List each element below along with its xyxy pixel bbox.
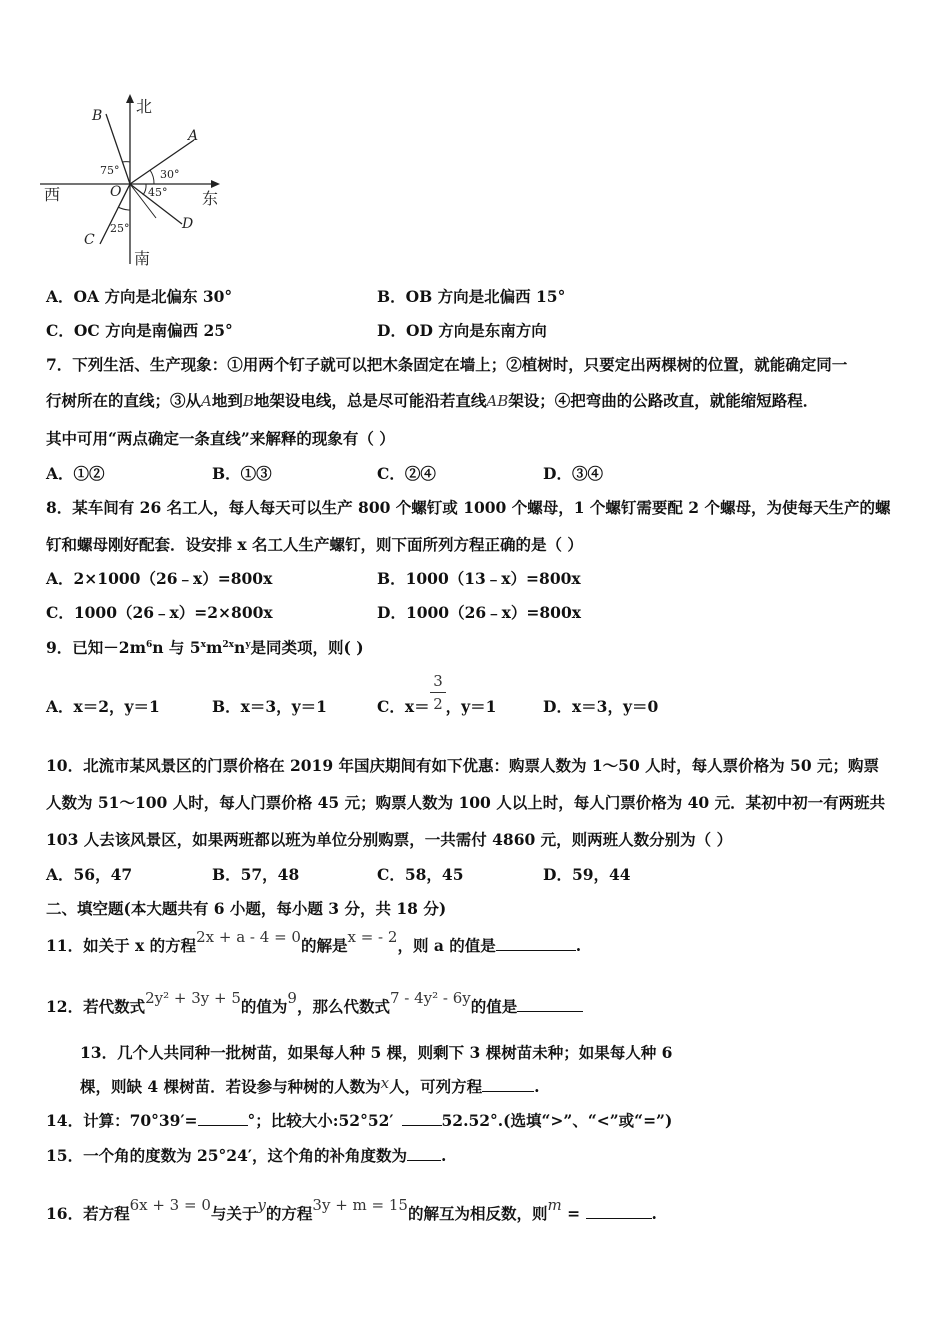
q9-option-d: D．x＝3，y＝0 xyxy=(543,697,659,716)
q14: 14．计算：70°39′= °；比较大小:52°52′ 52.52°.(选填“>”、“<”或“=”) xyxy=(46,1111,673,1130)
q15-answer-blank[interactable] xyxy=(407,1145,441,1161)
q6-option-d: D．OD 方向是东南方向 xyxy=(377,321,547,340)
angle-30-label: 30° xyxy=(160,168,180,181)
point-d-label: D xyxy=(182,216,194,232)
q12-expression-1: 2y² + 3y + 5 xyxy=(145,989,241,1007)
q16-answer-blank[interactable] xyxy=(586,1203,652,1219)
q10-option-a: A．56，47 xyxy=(46,865,133,884)
q10-line-3: 103 人去该风景区，如果两班都以班为单位分别购票，一共需付 4860 元，则两班人数分别为（ ） xyxy=(46,830,733,849)
fraction-numerator: 3 xyxy=(433,672,443,690)
q8-line-2: 钉和螺母刚好配套．设安排 x 名工人生产螺钉，则下面所列方程正确的是（ ） xyxy=(46,535,583,554)
q6-option-b: B．OB 方向是北偏西 15° xyxy=(377,287,566,306)
q8-option-c: C．1000（26﹣x）=2×800x xyxy=(46,603,273,622)
point-a-label: A xyxy=(188,128,199,144)
q16-equation-1: 6x + 3 = 0 xyxy=(129,1196,211,1214)
q8-option-a: A．2×1000（26﹣x）=800x xyxy=(46,569,273,588)
point-b-label: B xyxy=(92,108,103,124)
q12-value: 9 xyxy=(287,989,297,1007)
q8-line-1: 8．某车间有 26 名工人，每人每天可以生产 800 个螺钉或 1000 个螺母，1 个螺钉需要配 2 个螺母，为使每天生产的螺 xyxy=(46,498,891,517)
q7-option-a: A．①② xyxy=(46,464,105,483)
q15: 15．一个角的度数为 25°24′，这个角的补角度数为 . xyxy=(46,1146,447,1165)
section-2-heading: 二、填空题(本大题共有 6 小题，每小题 3 分，共 18 分) xyxy=(46,899,447,918)
q7-line-2: 行树所在的直线；③从A地到B地架设电线，总是尽可能沿若直线AB架设；④把弯曲的公路改直，就能缩短路程． xyxy=(46,391,819,410)
q8-option-b: B．1000（13﹣x）=800x xyxy=(377,569,581,588)
q10-line-1: 10．北流市某风景区的门票价格在 2019 年国庆期间有如下优惠：购票人数为 1～50 人时，每人票价格为 50 元；购票 xyxy=(46,756,880,775)
q16-equation-2: 3y + m = 15 xyxy=(312,1196,408,1214)
q14-answer-blank-1[interactable] xyxy=(198,1110,248,1126)
compass-diagram xyxy=(38,92,278,272)
point-o-label: O xyxy=(110,184,122,200)
q16: 16．若方程6x + 3 = 0与关于y的方程3y + m = 15的解互为相反数，则m = . xyxy=(46,1196,657,1223)
angle-75-label: 75° xyxy=(100,164,120,177)
east-arrow-icon xyxy=(211,180,220,188)
q11-solution: x = - 2 xyxy=(347,928,398,946)
north-arrow-icon xyxy=(126,94,134,103)
q7-line-1: 7．下列生活、生产现象：①用两个钉子就可以把木条固定在墙上；②植树时，只要定出两棵树的位置，就能确定同一 xyxy=(46,355,848,374)
q12-answer-blank[interactable] xyxy=(517,996,583,1012)
q6-option-c: C．OC 方向是南偏西 25° xyxy=(46,321,233,340)
q7-line-3: 其中可用“两点确定一条直线”来解释的现象有（ ） xyxy=(46,429,395,448)
q9-option-c: C．x＝ ，y＝1 xyxy=(377,697,497,716)
q9-stem: 9．已知$-2m^6n$ 与 $5^xm^{2x}n^y$是同类项，则( ) xyxy=(46,638,364,657)
q11: 11．如关于 x 的方程2x + a - 4 = 0的解是x = - 2，则 a 的值是 . xyxy=(46,928,582,955)
q13-line-2: 棵，则缺 4 棵树苗．若设参与种树的人数为x人，可列方程 . xyxy=(80,1074,540,1096)
west-label: 西 xyxy=(44,185,61,204)
q6-option-a: A．OA 方向是北偏东 30° xyxy=(46,287,233,306)
q9-option-a: A．x＝2，y＝1 xyxy=(46,697,160,716)
q10-option-c: C．58，45 xyxy=(377,865,464,884)
east-label: 东 xyxy=(202,189,219,208)
point-c-label: C xyxy=(84,232,95,248)
q7-option-c: C．②④ xyxy=(377,464,436,483)
q14-answer-blank-2[interactable] xyxy=(402,1110,442,1126)
fraction-denominator: 2 xyxy=(433,695,443,713)
q10-option-d: D．59，44 xyxy=(543,865,631,884)
q7-option-b: B．①③ xyxy=(212,464,272,483)
q13-answer-blank[interactable] xyxy=(482,1076,534,1092)
south-label: 南 xyxy=(134,249,151,268)
q9-option-c-fraction xyxy=(430,672,446,713)
angle-45-label: 45° xyxy=(148,186,168,199)
q12: 12．若代数式2y² + 3y + 5的值为9，那么代数式7 - 4y² - 6y的值是 xyxy=(46,996,583,1017)
q9-option-b: B．x＝3，y＝1 xyxy=(212,697,327,716)
north-label: 北 xyxy=(136,97,153,116)
q11-answer-blank[interactable] xyxy=(496,935,576,951)
q8-option-d: D．1000（26﹣x）=800x xyxy=(377,603,581,622)
angle-25-label: 25° xyxy=(110,222,130,235)
q11-equation: 2x + a - 4 = 0 xyxy=(196,928,301,946)
q7-option-d: D．③④ xyxy=(543,464,603,483)
q12-expression-2: 7 - 4y² - 6y xyxy=(389,989,471,1007)
q10-line-2: 人数为 51～100 人时，每人门票价格 45 元；购票人数为 100 人以上时，每人门票价格为 40 元．某初中初一有两班共 xyxy=(46,793,886,812)
q13-line-1: 13．几个人共同种一批树苗，如果每人种 5 棵，则剩下 3 棵树苗未种；如果每人种 6 xyxy=(80,1043,673,1062)
q10-option-b: B．57，48 xyxy=(212,865,300,884)
